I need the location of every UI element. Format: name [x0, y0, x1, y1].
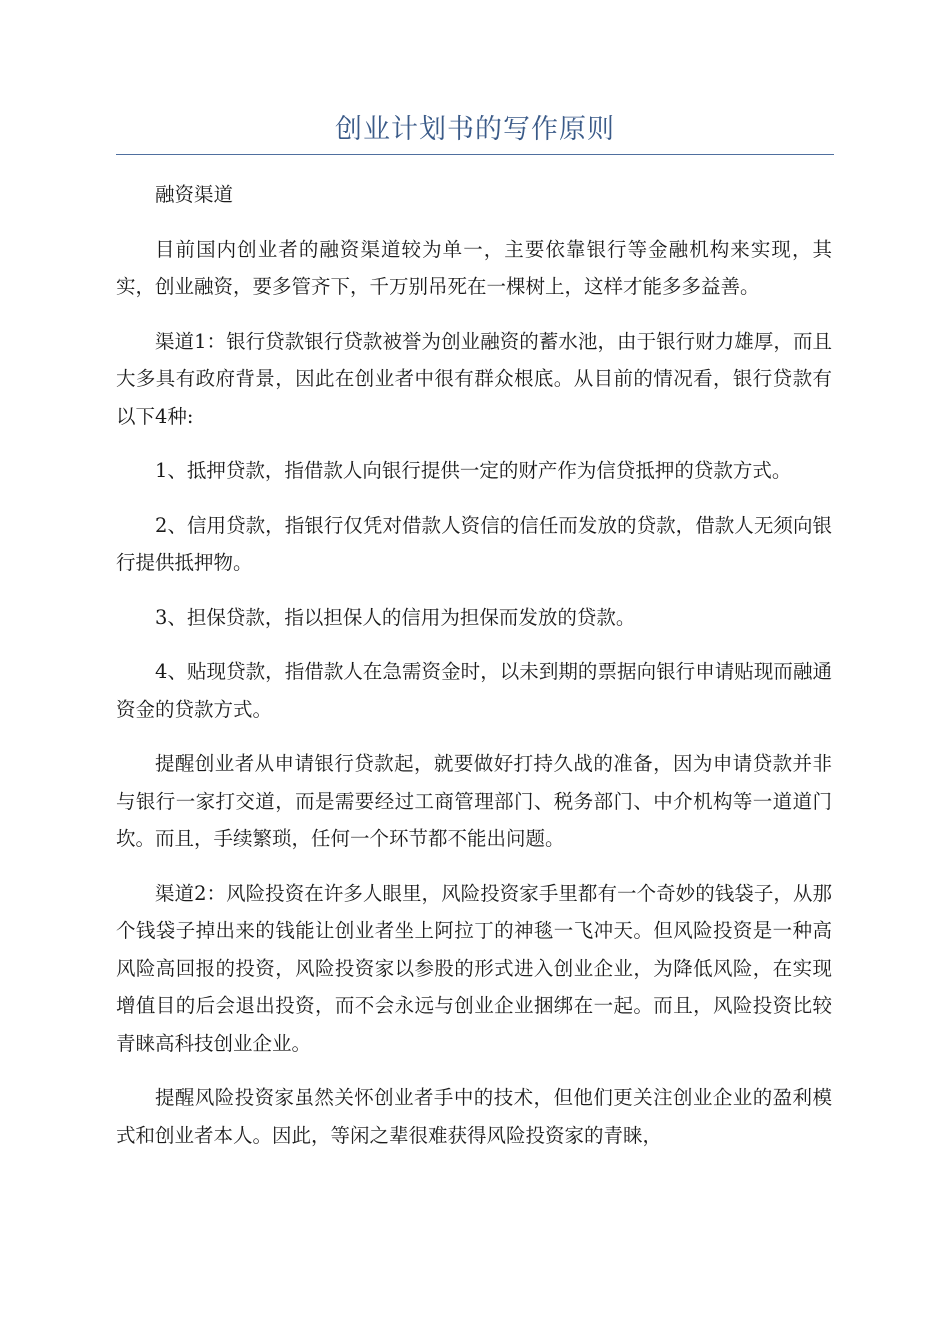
section-heading: 融资渠道 [155, 183, 234, 206]
paragraph: 3、担保贷款，指以担保人的信用为担保而发放的贷款。 [155, 605, 636, 629]
paragraph: 提醒创业者从申请银行贷款起，就要做好打持久战的准备，因为申请贷款并非与银行一家打交道，而是需要经过工商管理部门、税务部门、中介机构等一道道门坎。而且，手续繁琐，任何一个环节都不能出问题。 [116, 752, 832, 850]
paragraph: 提醒风险投资家虽然关怀创业者手中的技术，但他们更关注创业企业的盈利模式和创业者本人。因此，等闲之辈很难获得风险投资家的青睐， [116, 1086, 832, 1147]
paragraph: 1、抵押贷款，指借款人向银行提供一定的财产作为信贷抵押的贷款方式。 [155, 459, 792, 482]
paragraph: 目前国内创业者的融资渠道较为单一，主要依靠银行等金融机构来实现，其实，创业融资，要多管齐下，千万别吊死在一棵树上，这样才能多多益善。 [116, 237, 832, 298]
paragraph: 渠道1：银行贷款银行贷款被誉为创业融资的蓄水池，由于银行财力雄厚，而且大多具有政府背景，因此在创业者中很有群众根底。从目前的情况看，银行贷款有以下4种: [116, 329, 832, 428]
document-body [116, 176, 832, 1171]
title-underline [116, 154, 834, 155]
document-title: 创业计划书的写作原则 [335, 114, 615, 145]
paragraph: 渠道2：风险投资在许多人眼里，风险投资家手里都有一个奇妙的钱袋子，从那个钱袋子掉出来的钱能让创业者坐上阿拉丁的神毯一飞冲天。但风险投资是一种高风险高回报的投资，风险投资家以参股的形式进入创业企业，为降低风险，在实现增值目的后会退出投资，而不会永远与创业企业捆绑在一起。而且，风险投资比较青睐高科技创业企业。 [116, 881, 832, 1055]
paragraph: 2、信用贷款，指银行仅凭对借款人资信的信任而发放的贷款，借款人无须向银行提供抵押物。 [116, 513, 832, 574]
paragraph: 4、贴现贷款，指借款人在急需资金时，以未到期的票据向银行申请贴现而融通资金的贷款方式。 [116, 660, 832, 721]
